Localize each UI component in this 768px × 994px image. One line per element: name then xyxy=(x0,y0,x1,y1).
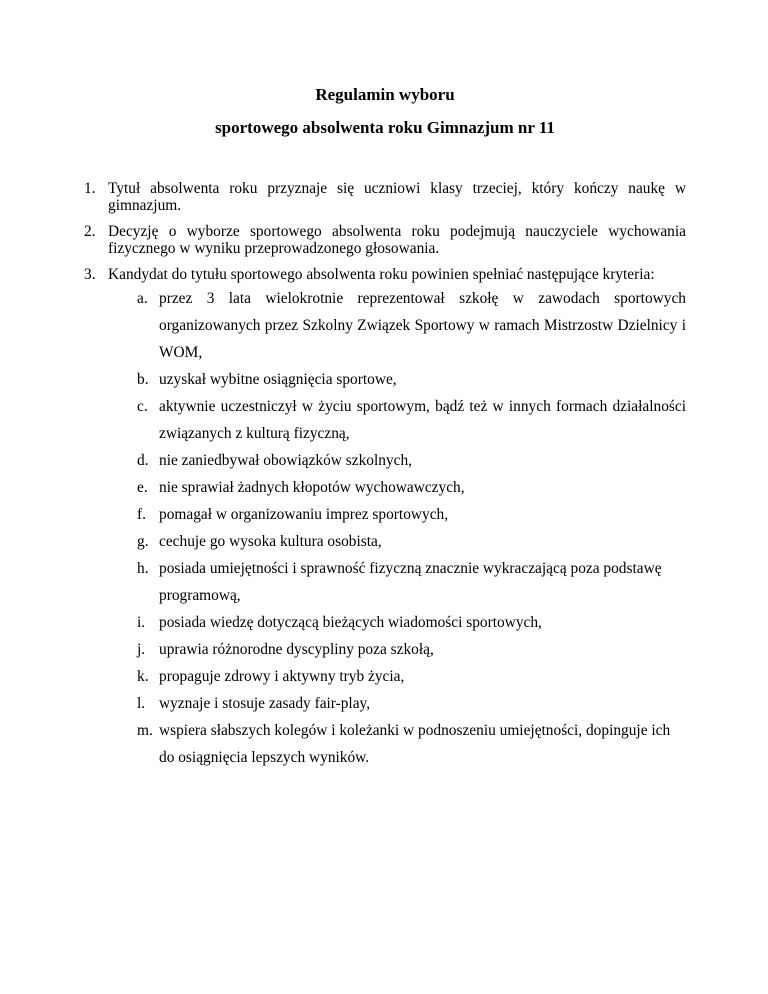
criteria-letter: d. xyxy=(137,452,149,469)
document-title: Regulamin wyboru xyxy=(315,85,455,104)
rule-number: 2. xyxy=(84,223,96,240)
criteria-letter: f. xyxy=(137,506,146,523)
rule-item-2 xyxy=(84,223,686,257)
criteria-letter: h. xyxy=(137,560,149,577)
criteria-text: pomagał w organizowaniu imprez sportowych, xyxy=(159,506,449,523)
criteria-text: nie sprawiał żadnych kłopotów wychowawczych, xyxy=(159,479,465,496)
criteria-item-k xyxy=(108,663,686,690)
criteria-letter: m. xyxy=(137,722,153,739)
criteria-letter: g. xyxy=(137,533,149,550)
rule-item-3 xyxy=(84,266,686,771)
criteria-text: wspiera słabszych kolegów i koleżanki w podnoszeniu umiejętności, dopinguje ich do osiągnięcia lepszych wyników. xyxy=(159,722,671,766)
rule-number: 3. xyxy=(84,266,96,283)
criteria-text: nie zaniedbywał obowiązków szkolnych, xyxy=(159,452,413,469)
criteria-text: posiada wiedzę dotyczącą bieżących wiadomości sportowych, xyxy=(159,614,542,631)
criteria-letter: i. xyxy=(137,614,146,631)
criteria-text: wyznaje i stosuje zasady fair-play, xyxy=(159,695,371,712)
criteria-text: uprawia różnorodne dyscypliny poza szkołą, xyxy=(159,641,434,658)
criteria-letter: e. xyxy=(137,479,148,496)
rule-number: 1. xyxy=(84,180,96,197)
rule-text: Decyzję o wyborze sportowego absolwenta roku podejmują nauczyciele wychowania fizycznego w wyniku przeprowadzonego głosowania. xyxy=(108,223,686,257)
criteria-list xyxy=(108,285,686,771)
criteria-item-b xyxy=(108,366,686,393)
criteria-item-a xyxy=(108,285,686,366)
criteria-item-c xyxy=(108,393,686,447)
criteria-letter: a. xyxy=(137,290,148,307)
criteria-text: aktywnie uczestniczył w życiu sportowym, bądź też w innych formach działalności związanych z kulturą fizyczną, xyxy=(159,398,686,442)
criteria-item-i xyxy=(108,609,686,636)
criteria-letter: k. xyxy=(137,668,149,685)
criteria-item-d xyxy=(108,447,686,474)
criteria-text: przez 3 lata wielokrotnie reprezentował szkołę w zawodach sportowych organizowanych przez Szkolny Związek Sportowy w ramach Mistrzostw Dzielnicy i WOM, xyxy=(159,290,686,361)
criteria-item-f xyxy=(108,501,686,528)
document-subtitle: sportowego absolwenta roku Gimnazjum nr 11 xyxy=(215,118,555,137)
criteria-item-g xyxy=(108,528,686,555)
criteria-letter: b. xyxy=(137,371,149,388)
criteria-letter: c. xyxy=(137,398,148,415)
criteria-item-j xyxy=(108,636,686,663)
criteria-text: posiada umiejętności i sprawność fizyczną znacznie wykraczającą poza podstawę programową, xyxy=(159,560,662,604)
criteria-text: uzyskał wybitne osiągnięcia sportowe, xyxy=(159,371,397,388)
criteria-text: propaguje zdrowy i aktywny tryb życia, xyxy=(159,668,405,685)
criteria-text: cechuje go wysoka kultura osobista, xyxy=(159,533,382,550)
rules-list xyxy=(84,180,686,771)
criteria-item-h xyxy=(108,555,686,609)
title-block xyxy=(84,0,686,138)
rule-item-1 xyxy=(84,180,686,214)
rule-text: Kandydat do tytułu sportowego absolwenta roku powinien spełniać następujące kryteria: xyxy=(108,266,655,283)
rule-text: Tytuł absolwenta roku przyznaje się uczniowi klasy trzeciej, który kończy naukę w gimnazjum. xyxy=(108,180,686,214)
criteria-letter: j. xyxy=(137,641,146,658)
criteria-letter: l. xyxy=(137,695,146,712)
criteria-item-m xyxy=(108,717,686,771)
criteria-item-e xyxy=(108,474,686,501)
criteria-item-l xyxy=(108,690,686,717)
